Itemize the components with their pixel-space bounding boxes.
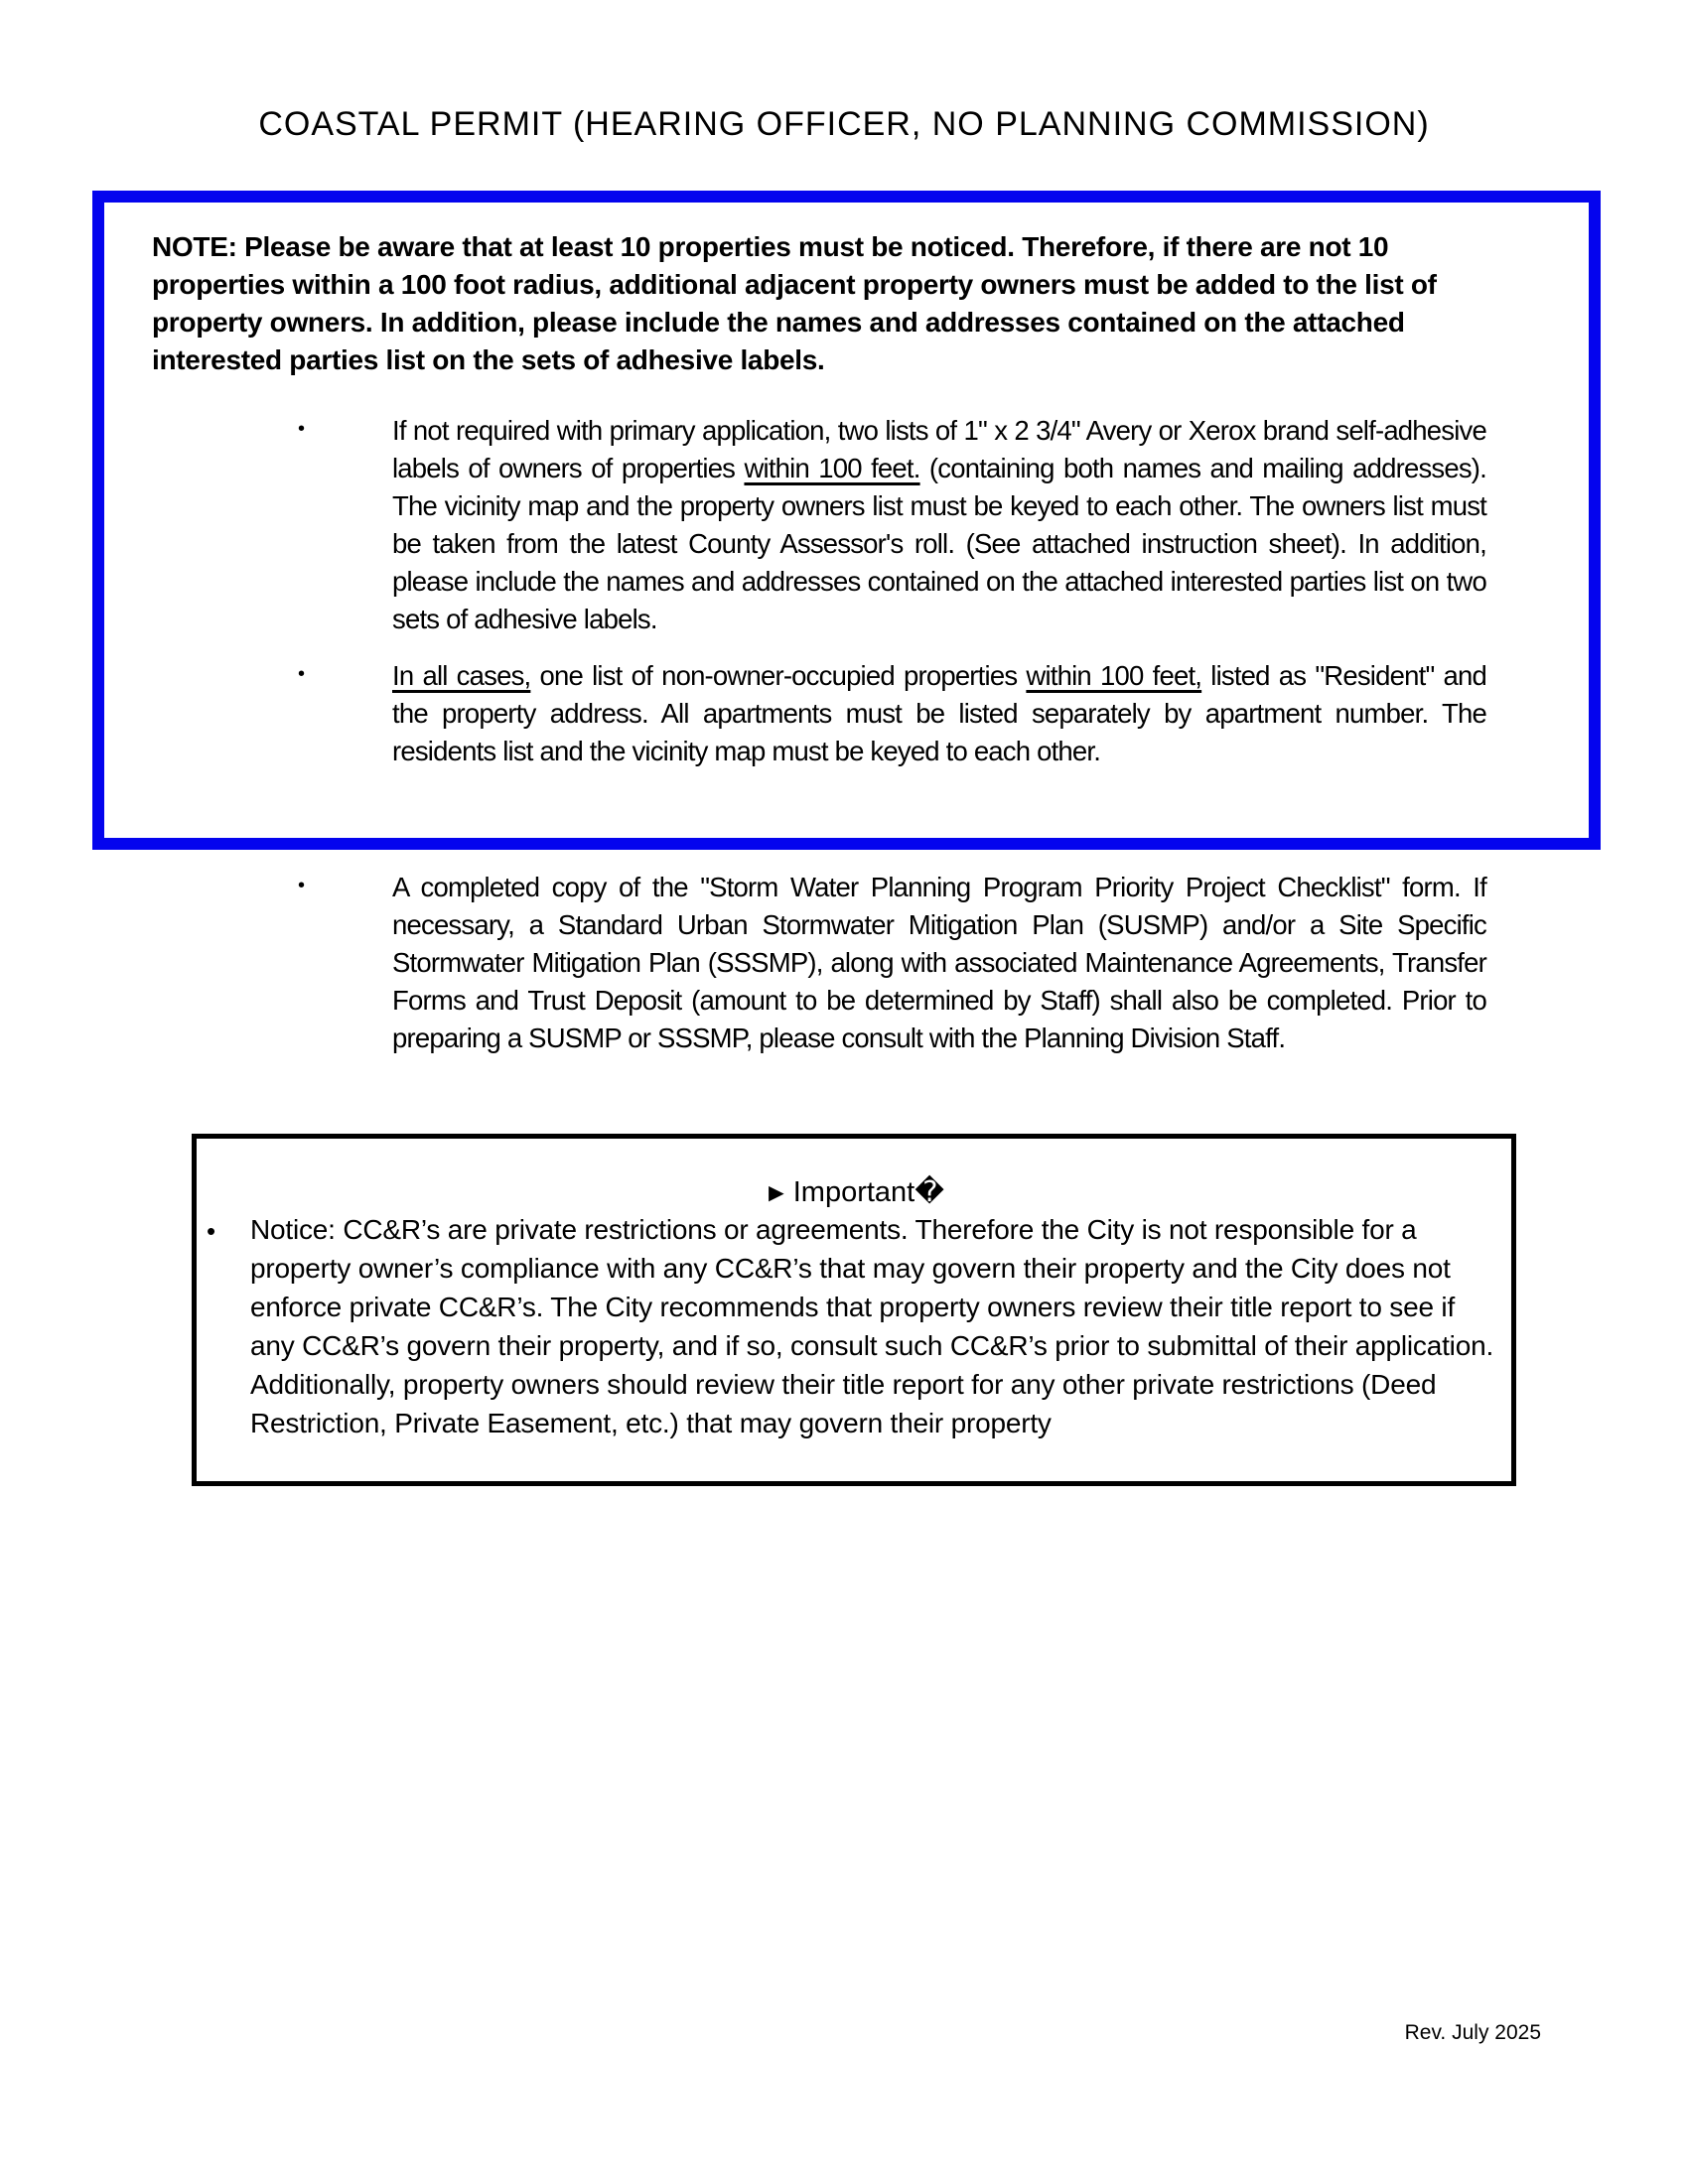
bullet-icon: • <box>298 418 306 440</box>
bullet-item-ccr-notice <box>207 1210 1501 1442</box>
important-header-label: Important <box>792 1176 915 1208</box>
bullet-item-stormwater-checklist <box>298 869 1486 1057</box>
bullet-item-residents-list <box>298 657 1486 770</box>
bullet-icon: • <box>298 663 306 685</box>
right-pointer-icon: ► <box>764 1177 789 1207</box>
important-header <box>197 1174 1511 1210</box>
bullet-text-residents-list: In all cases, one list of non-owner-occupied properties within 100 feet, listed as "Resident" and the property address. All apartments must be listed separately by apartment number. The residents list and the vicinity map must be keyed to each other. <box>392 660 1487 766</box>
bullet-item-mailing-labels <box>298 412 1486 638</box>
note-box <box>92 191 1601 850</box>
revision-note: Rev. July 2025 <box>1404 2021 1541 2044</box>
bullet-text-stormwater-checklist: A completed copy of the "Storm Water Planning Program Priority Project Checklist" form. If necessary, a Standard Urban Stormwater Mitigation Plan (SUSMP) and/or a Site Specific Stormwater Mitigation Plan (SSSMP), along with associated Maintenance Agreements, Transfer Forms and Trust Deposit (amount to be determined by Staff) shall also be completed. Prior to preparing a SUSMP or SSSMP, please consult with the Planning Division Staff. <box>392 872 1486 1053</box>
bullet-text-mailing-labels: If not required with primary application, two lists of 1" x 2 3/4" Avery or Xerox brand self-adhesive labels of owners of properties within 100 feet. (containing both names and mailing addresses). The vicinity map and the property owners list must be keyed to each other. The owners list must be taken from the latest County Assessor's roll. (See attached instruction sheet). In addition, please include the names and addresses contained on the attached interested parties list on two sets of adhesive labels. <box>392 415 1486 634</box>
bullet-icon: • <box>207 1216 215 1246</box>
important-box <box>192 1134 1516 1486</box>
page-title: COASTAL PERMIT (HEARING OFFICER, NO PLANNING COMMISSION) <box>258 105 1430 143</box>
bullet-text-ccr-notice: Notice: CC&R’s are private restrictions or agreements. Therefore the City is not responsible for a property owner’s compliance with any CC&R’s that may govern their property and the City does not enforce private CC&R’s. The City recommends that property owners review their title report to see if any CC&R’s govern their property, and if so, consult such CC&R’s prior to submittal of their application. Additionally, property owners should review their title report for any other private restrictions (Deed Restriction, Private Easement, etc.) that may govern their property <box>250 1214 1494 1438</box>
note-paragraph: NOTE: Please be aware that at least 10 properties must be noticed. Therefore, if there are not 10 properties within a 100 foot radius, additional adjacent property owners must be added to the list of property owners. In addition, please include the names and addresses contained on the attached interested parties list on the sets of adhesive labels. <box>152 231 1437 375</box>
replacement-character-icon: � <box>914 1176 944 1208</box>
bullet-icon: • <box>298 875 306 896</box>
